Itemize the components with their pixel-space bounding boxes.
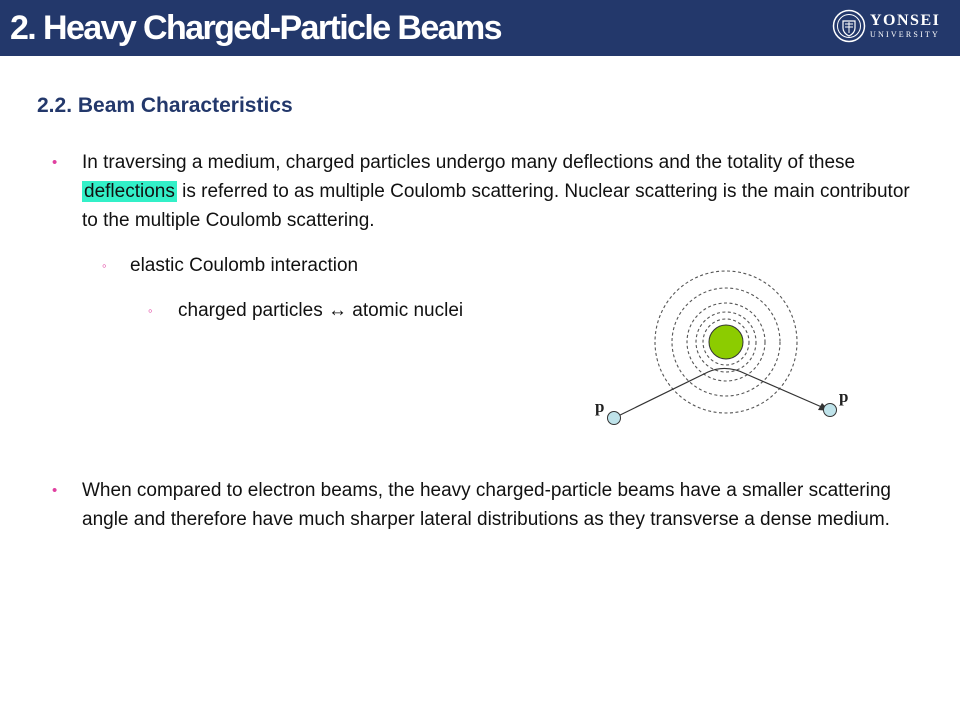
highlighted-word: deflections xyxy=(84,181,175,202)
bullet-dot-icon: • xyxy=(52,482,58,499)
bullet-dot-icon: • xyxy=(52,154,58,171)
outgoing-particle xyxy=(824,404,837,417)
slide-title: 2. Heavy Charged-Particle Beams xyxy=(10,9,501,47)
outgoing-particle-label: p xyxy=(839,387,849,406)
incoming-particle-label: p xyxy=(595,397,605,416)
sub-bullet-2: charged particles ↔ atomic nuclei xyxy=(178,300,464,321)
bullet-1-text-start: In traversing a medium, charged particles undergo many deflections and the totality of these xyxy=(82,152,856,173)
university-seal-icon xyxy=(832,9,866,43)
nucleus xyxy=(709,325,743,359)
incoming-particle xyxy=(608,412,621,425)
sub-bullet-circle-icon: ◦ xyxy=(148,303,153,318)
particle-trajectory xyxy=(614,368,824,418)
logo-subtitle: UNIVERSITY xyxy=(870,30,940,39)
sub-bullet-circle-icon: ◦ xyxy=(102,258,107,273)
university-logo xyxy=(832,9,952,47)
coulomb-scattering-diagram xyxy=(586,258,866,438)
bullet-1-text-end: is referred to as multiple Coulomb scattering. Nuclear scattering is the main contributor to the multiple Coulomb scattering. xyxy=(82,181,910,231)
logo-name: YONSEI xyxy=(870,12,941,29)
sub-bullet-1: elastic Coulomb interaction xyxy=(130,255,359,276)
bullet-paragraph-1 xyxy=(82,148,922,235)
section-title: 2.2. Beam Characteristics xyxy=(37,94,293,117)
bullet-paragraph-2: When compared to electron beams, the heavy charged-particle beams have a smaller scattering angle and therefore have much sharper lateral distributions as they transverse a dense medium. xyxy=(82,480,891,530)
header-bar xyxy=(0,0,960,56)
